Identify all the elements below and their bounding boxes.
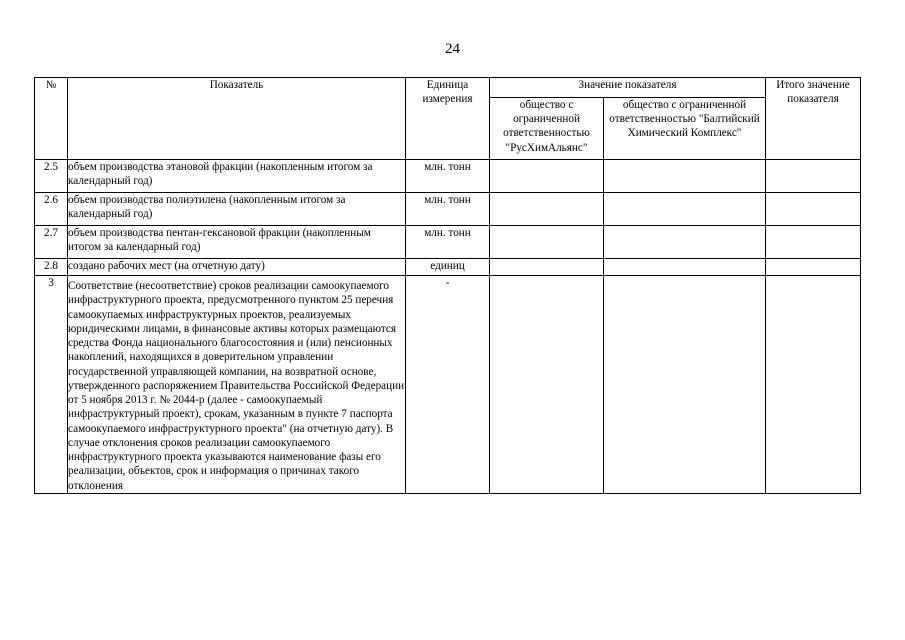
- row-number: 2.6: [35, 193, 68, 226]
- row-indicator-name: создано рабочих мест (на отчетную дату): [68, 259, 406, 276]
- header-value-group: Значение показателя: [490, 78, 766, 98]
- cell-company2-value: [604, 276, 766, 494]
- row-unit: млн. тонн: [406, 160, 490, 193]
- cell-company1-value: [490, 160, 604, 193]
- row-unit: -: [406, 276, 490, 494]
- row-number: 2.5: [35, 160, 68, 193]
- indicator-table: [34, 77, 861, 494]
- cell-company2-value: [604, 259, 766, 276]
- cell-company1-value: [490, 276, 604, 494]
- cell-total-value: [766, 259, 861, 276]
- header-company-ruschimalliance: общество с ограниченной ответственностью "РусХимАльянс": [490, 98, 604, 160]
- cell-company2-value: [604, 160, 766, 193]
- cell-company1-value: [490, 226, 604, 259]
- cell-company1-value: [490, 259, 604, 276]
- row-number: 2.7: [35, 226, 68, 259]
- row-number: 2.8: [35, 259, 68, 276]
- cell-company1-value: [490, 193, 604, 226]
- header-indicator: Показатель: [68, 78, 406, 160]
- table-row: [35, 276, 861, 494]
- table-row: [35, 193, 861, 226]
- cell-company2-value: [604, 226, 766, 259]
- cell-total-value: [766, 160, 861, 193]
- header-unit: Единица измерения: [406, 78, 490, 160]
- row-indicator-name: Соответствие (несоответствие) сроков реализации самоокупаемого инфраструктурного проекта, предусмотренного пунктом 25 перечня самоокупаемых инфраструктурных проектов, реализуемых юридическими лицами, в финансовые активы которых размещаются средства Фонда национального благосостояния и (или) пенсионных накоплений, находящихся в доверительном управлении государственной управляющей компании, на возвратной основе, утвержденного распоряжением Правительства Российской Федерации от 5 ноября 2013 г. № 2044-р (далее - самоокупаемый инфраструктурный проект), срокам, указанным в пункте 7 паспорта самоокупаемого инфраструктурного проекта" (на отчетную дату). В случае отклонения сроков реализации самоокупаемого инфраструктурного проекта указываются наименование фазы его реализации, объектов, срок и информация о причинах такого отклонения: [68, 276, 406, 494]
- cell-company2-value: [604, 193, 766, 226]
- header-company-baltic-chemical: общество с ограниченной ответственностью "Балтийский Химический Комплекс": [604, 98, 766, 160]
- header-number: №: [35, 78, 68, 160]
- row-indicator-name: объем производства полиэтилена (накопленным итогом за календарный год): [68, 193, 406, 226]
- table-row: [35, 226, 861, 259]
- row-unit: млн. тонн: [406, 193, 490, 226]
- page-number: 24: [445, 41, 460, 57]
- table-row: [35, 259, 861, 276]
- table-row: [35, 160, 861, 193]
- row-indicator-name: объем производства этановой фракции (накопленным итогом за календарный год): [68, 160, 406, 193]
- cell-total-value: [766, 276, 861, 494]
- row-unit: млн. тонн: [406, 226, 490, 259]
- row-indicator-name: объем производства пентан-гексановой фракции (накопленным итогом за календарный год): [68, 226, 406, 259]
- row-unit: единиц: [406, 259, 490, 276]
- header-total: Итого значение показателя: [766, 78, 861, 160]
- row-number: 3: [35, 276, 68, 494]
- cell-total-value: [766, 226, 861, 259]
- cell-total-value: [766, 193, 861, 226]
